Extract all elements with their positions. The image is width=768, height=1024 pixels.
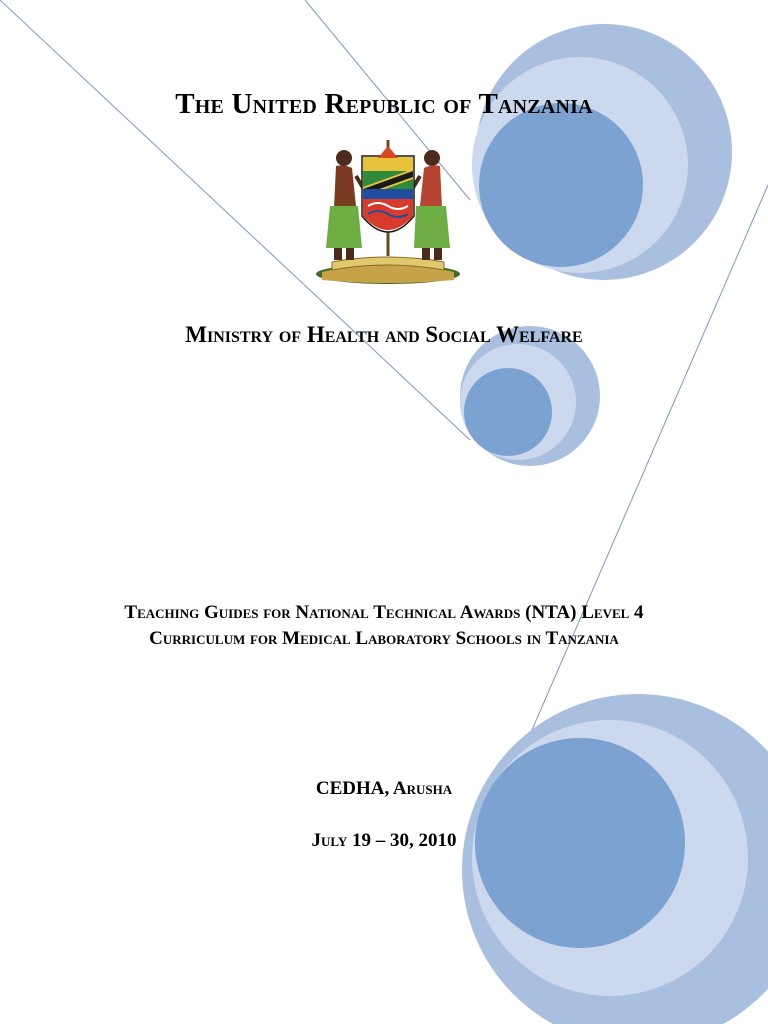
ministry-name: Ministry of Health and Social Welfare [185,322,583,347]
country-title: The United Republic of Tanzania [175,88,593,120]
document-title: Teaching Guides for National Technical Awards (NTA) Level 4 Curriculum for Medical Laboratory Schools in Tanzania [124,602,644,649]
venue-location: CEDHA, Arusha [315,778,453,799]
event-dates: July 19 – 30, 2010 [311,830,457,851]
